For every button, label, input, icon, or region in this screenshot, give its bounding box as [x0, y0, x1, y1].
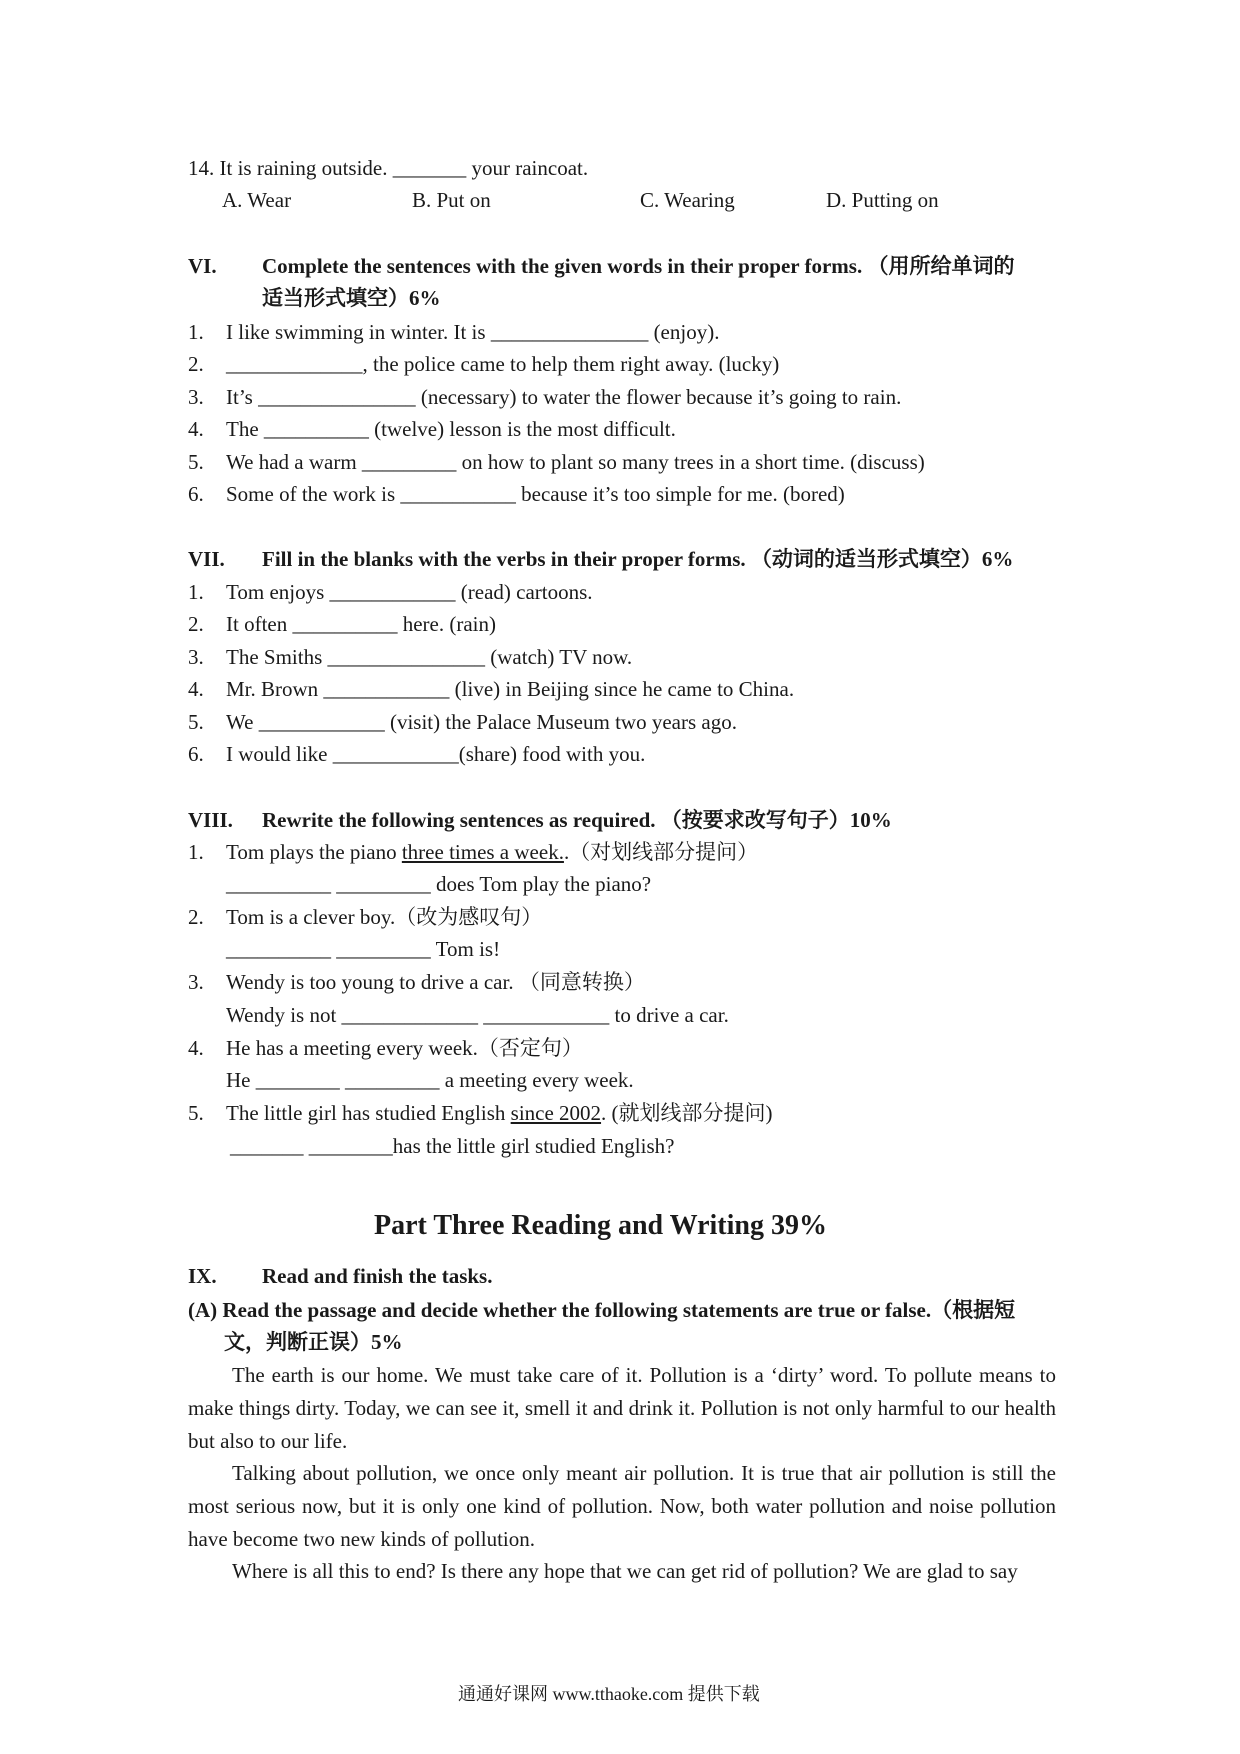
- s8-answer-line: __________ _________ does Tom play the piano?: [226, 872, 652, 896]
- option-c: C. Wearing: [640, 188, 735, 212]
- s7-item-number: 6.: [188, 742, 204, 766]
- s7-item-text: I would like ____________(share) food with you.: [226, 742, 646, 766]
- s6-item-text: It’s _______________ (necessary) to water the flower because it’s going to rain.: [226, 385, 902, 409]
- s8-answer-line: __________ _________ Tom is!: [226, 937, 501, 961]
- s6-item-text: We had a warm _________ on how to plant so many trees in a short time. (discuss): [226, 450, 925, 474]
- s6-item-number: 5.: [188, 450, 204, 474]
- s7-item-number: 3.: [188, 645, 204, 669]
- s6-item-number: 3.: [188, 385, 204, 409]
- s6-item-text: Some of the work is ___________ because it’s too simple for me. (bored): [226, 482, 845, 506]
- part-a-instructions-cont: 文，判断正误）5%: [224, 1330, 403, 1354]
- s6-item-number: 1.: [188, 320, 204, 344]
- s7-item-number: 5.: [188, 710, 204, 734]
- s7-item-number: 4.: [188, 677, 204, 701]
- passage-paragraph-3: Where is all this to end? Is there any hope that we can get rid of pollution? We are glad to say: [232, 1559, 1018, 1583]
- s7-item-text: We ____________ (visit) the Palace Museum two years ago.: [226, 710, 737, 734]
- footer-watermark: 通通好课网 www.tthaoke.com 提供下载: [458, 1684, 760, 1704]
- prompt-text: Tom plays the piano: [226, 840, 402, 864]
- s8-item-number: 5.: [188, 1101, 204, 1125]
- s6-item-text: The __________ (twelve) lesson is the most difficult.: [226, 417, 676, 441]
- prompt-text: The little girl has studied English: [226, 1101, 511, 1125]
- s7-item-text: The Smiths _______________ (watch) TV now.: [226, 645, 633, 669]
- part-a-instructions: (A) Read the passage and decide whether the following statements are true or false.（根据短: [188, 1298, 1016, 1322]
- section-7-number: VII.: [188, 547, 225, 571]
- s6-item-text: _____________, the police came to help them right away. (lucky): [226, 352, 780, 376]
- s8-answer-line: Wendy is not _____________ ____________ to drive a car.: [226, 1003, 729, 1027]
- s6-item-number: 2.: [188, 352, 204, 376]
- passage-paragraph-1: The earth is our home. We must take care of it. Pollution is a ‘dirty’ word. To pollute means to make things dirty. Today, we can see it, smell it and drink it. Pollution is not only harmful to our health but also to our life.: [188, 1363, 1056, 1453]
- prompt-instruction: . (就划线部分提问): [601, 1101, 773, 1125]
- s8-item-number: 1.: [188, 840, 204, 864]
- s8-item-prompt: Wendy is too young to drive a car. （同意转换）: [226, 970, 645, 994]
- section-6-title: Complete the sentences with the given words in their proper forms. （用所给单词的: [262, 254, 1015, 278]
- option-d: D. Putting on: [826, 188, 939, 212]
- s8-answer-line: He ________ _________ a meeting every week.: [226, 1068, 634, 1092]
- s8-item-number: 3.: [188, 970, 204, 994]
- s6-item-number: 4.: [188, 417, 204, 441]
- section-9-number: IX.: [188, 1264, 217, 1288]
- s6-item-text: I like swimming in winter. It is _______________ (enjoy).: [226, 320, 720, 344]
- s8-item-prompt: [226, 1099, 773, 1127]
- s7-item-number: 2.: [188, 612, 204, 636]
- s7-item-text: Mr. Brown ____________ (live) in Beijing since he came to China.: [226, 677, 795, 701]
- option-a: A. Wear: [222, 188, 292, 212]
- s7-item-text: Tom enjoys ____________ (read) cartoons.: [226, 580, 593, 604]
- part-three-title: Part Three Reading and Writing 39%: [374, 1210, 827, 1241]
- s8-item-prompt: Tom is a clever boy.（改为感叹句）: [226, 905, 543, 929]
- option-b: B. Put on: [412, 188, 491, 212]
- section-8-number: VIII.: [188, 808, 233, 832]
- question-14: 14. It is raining outside. _______ your raincoat.: [188, 156, 589, 180]
- section-6-title-cont: 适当形式填空）6%: [262, 286, 441, 310]
- s6-item-number: 6.: [188, 482, 204, 506]
- underlined-phrase: since 2002: [510, 1101, 602, 1125]
- section-7-title: Fill in the blanks with the verbs in their proper forms. （动词的适当形式填空）6%: [262, 547, 1014, 571]
- section-8-title: Rewrite the following sentences as required. （按要求改写句子）10%: [262, 808, 892, 832]
- section-6-number: VI.: [188, 254, 217, 278]
- passage-paragraph-2: Talking about pollution, we once only meant air pollution. It is true that air pollution is still the most serious now, but it is only one kind of pollution. Now, both water pollution and noise pollution have become two new kinds of pollution.: [188, 1461, 1056, 1551]
- s7-item-text: It often __________ here. (rain): [226, 612, 496, 636]
- s8-item-number: 4.: [188, 1036, 204, 1060]
- s8-item-prompt: [226, 838, 758, 866]
- prompt-instruction: .（对划线部分提问）: [563, 840, 759, 864]
- section-9-title: Read and finish the tasks.: [262, 1264, 493, 1288]
- s8-answer-line: _______ ________has the little girl studied English?: [230, 1134, 675, 1158]
- s8-item-number: 2.: [188, 905, 204, 929]
- s7-item-number: 1.: [188, 580, 204, 604]
- underlined-phrase: three times a week.: [401, 840, 564, 864]
- s8-item-prompt: He has a meeting every week.（否定句）: [226, 1036, 583, 1060]
